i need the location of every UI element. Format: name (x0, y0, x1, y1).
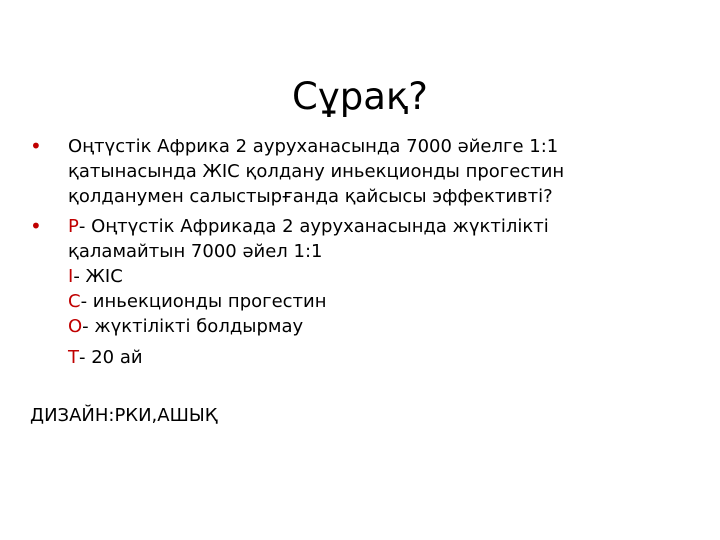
pico-c-letter: С (68, 291, 81, 312)
bullet-list (30, 134, 630, 375)
pico-o-letter: О (68, 316, 83, 337)
pico-o-text: - жүктілікті болдырмау (82, 316, 304, 337)
pico-p-line (68, 214, 630, 264)
question-text: Оңтүстік Африка 2 ауруханасында 7000 әйелге 1:1 қатынасында ЖІС қолдану иньекционды прогестин қолданумен салыстырғанда қайсысы эффективті? (68, 136, 565, 207)
bullet-dot-icon: • (30, 214, 42, 238)
pico-p-text: - Оңтүстік Африкада 2 ауруханасында жүктілікті қаламайтын 7000 әйел 1:1 (68, 216, 549, 262)
question-bullet (30, 134, 630, 209)
pico-t-line (68, 345, 630, 370)
pico-c-text: - иньекционды прогестин (80, 291, 327, 312)
design-text: ДИЗАЙН:РКИ,АШЫҚ (30, 405, 218, 426)
pico-bullet (30, 214, 630, 370)
pico-i-text: - ЖІС (73, 266, 123, 287)
pico-t-letter: Т (68, 347, 79, 368)
bullet-dot-icon: • (30, 134, 42, 158)
pico-p-letter: Р (68, 216, 79, 237)
pico-i-letter: І (68, 266, 74, 287)
pico-c-line (68, 289, 630, 314)
slide-title: Сұрақ? (292, 74, 428, 118)
pico-t-text: - 20 ай (79, 347, 143, 368)
pico-i-line (68, 264, 630, 289)
pico-o-line (68, 314, 630, 339)
